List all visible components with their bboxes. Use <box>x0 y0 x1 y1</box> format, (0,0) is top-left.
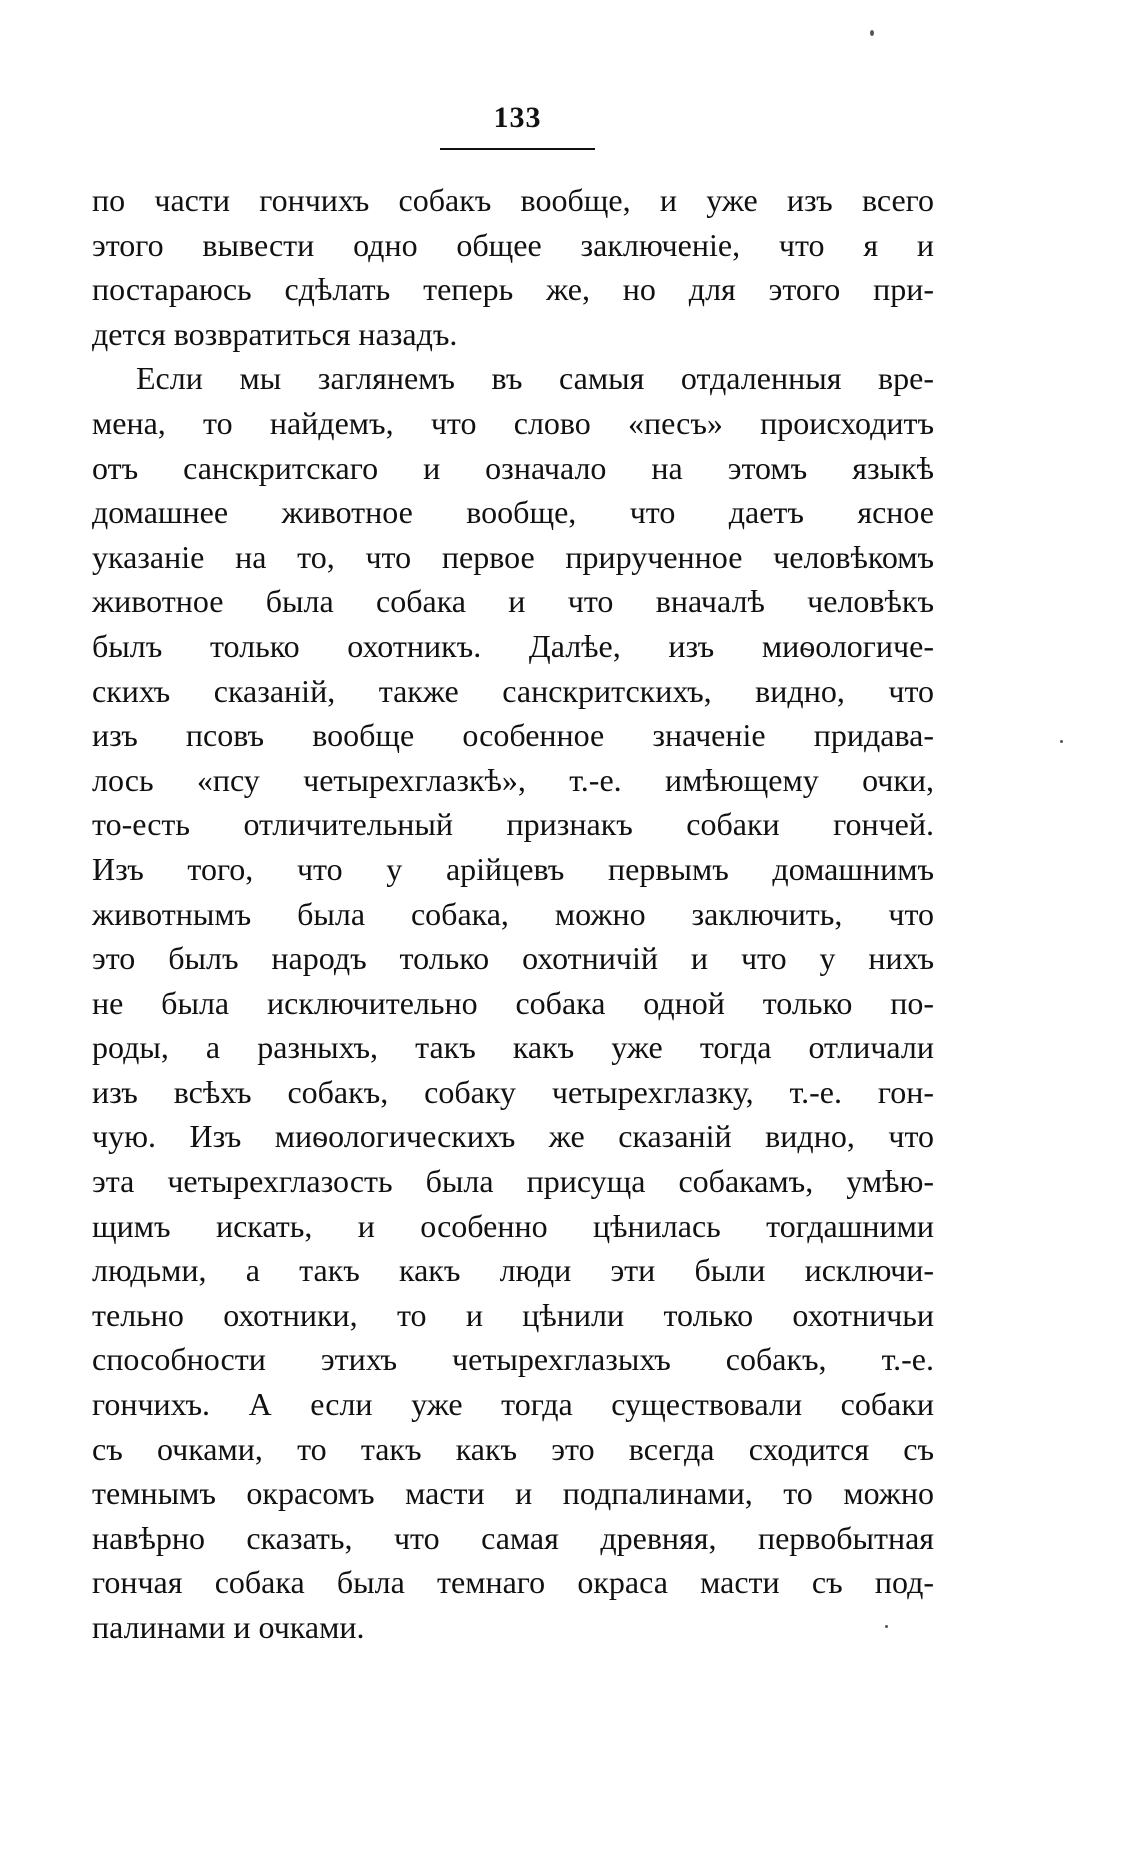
text-line: этого вывести одно общее заключеніе, что я и <box>92 226 934 263</box>
text-line: указаніе на то, что первое прирученное человѣкомъ <box>92 538 934 575</box>
text-line: чую. Изъ миѳологическихъ же сказаній видно, что <box>92 1118 934 1155</box>
page-number-rule <box>440 148 595 150</box>
text-line: способности этихъ четырехглазыхъ собакъ, т.-е. <box>92 1341 934 1378</box>
body-text <box>92 178 934 1650</box>
text-line: животнымъ была собака, можно заключить, что <box>92 895 934 932</box>
text-line: дется возвратиться назадъ. <box>92 315 458 352</box>
text-line: навѣрно сказать, что самая древняя, первобытная <box>92 1519 934 1556</box>
text-line: не была исключительно собака одной только по- <box>92 984 934 1021</box>
text-line: роды, а разныхъ, такъ какъ уже тогда отличали <box>92 1029 934 1066</box>
text-line: постараюсь сдѣлать теперь же, но для этого при- <box>92 271 934 308</box>
text-line: отъ санскритскаго и означало на этомъ языкѣ <box>92 449 934 486</box>
text-line: темнымъ окрасомъ масти и подпалинами, то можно <box>92 1475 934 1512</box>
text-line: лось «псу четырехглазкѣ», т.-е. имѣющему очки, <box>92 761 934 798</box>
text-line: щимъ искать, и особенно цѣнилась тогдашними <box>92 1207 934 1244</box>
text-line: изъ всѣхъ собакъ, собаку четырехглазку, т.-е. гон- <box>92 1073 934 1110</box>
text-line: то-есть отличительный признакъ собаки гончей. <box>92 806 934 843</box>
text-line: по части гончихъ собакъ вообще, и уже изъ всего <box>92 182 934 218</box>
text-line: эта четырехглазость была присуща собакамъ, умѣю- <box>92 1163 934 1200</box>
text-line: изъ псовъ вообще особенное значеніе придава- <box>92 717 934 754</box>
text-line: гончихъ. А если уже тогда существовали собаки <box>92 1386 934 1423</box>
text-line: былъ только охотникъ. Далѣе, изъ миѳологиче- <box>92 627 934 664</box>
text-line: скихъ сказаній, также санскритскихъ, видно, что <box>92 672 934 709</box>
text-line: животное была собака и что вначалѣ человѣкъ <box>92 583 934 620</box>
text-line: это былъ народъ только охотничій и что у нихъ <box>92 940 934 977</box>
text-line: домашнее животное вообще, что даетъ ясное <box>92 494 934 531</box>
scan-speck <box>885 1625 888 1628</box>
page-number: 133 <box>493 101 542 134</box>
text-line: Изъ того, что у арійцевъ первымъ домашнимъ <box>92 850 934 887</box>
scan-speck <box>1060 740 1063 743</box>
text-line: гончая собака была темнаго окраса масти съ под- <box>92 1564 934 1601</box>
text-line: людьми, а такъ какъ люди эти были исключи- <box>92 1252 934 1289</box>
text-line: палинами и очками. <box>92 1609 365 1645</box>
scan-speck <box>870 30 874 36</box>
text-line: съ очками, то такъ какъ это всегда сходится съ <box>92 1430 934 1467</box>
text-line: мена, то найдемъ, что слово «песъ» происходитъ <box>92 404 934 441</box>
text-line: тельно охотники, то и цѣнили только охотничьи <box>92 1296 934 1333</box>
text-line: Если мы заглянемъ въ самыя отдаленныя вре- <box>136 360 934 397</box>
